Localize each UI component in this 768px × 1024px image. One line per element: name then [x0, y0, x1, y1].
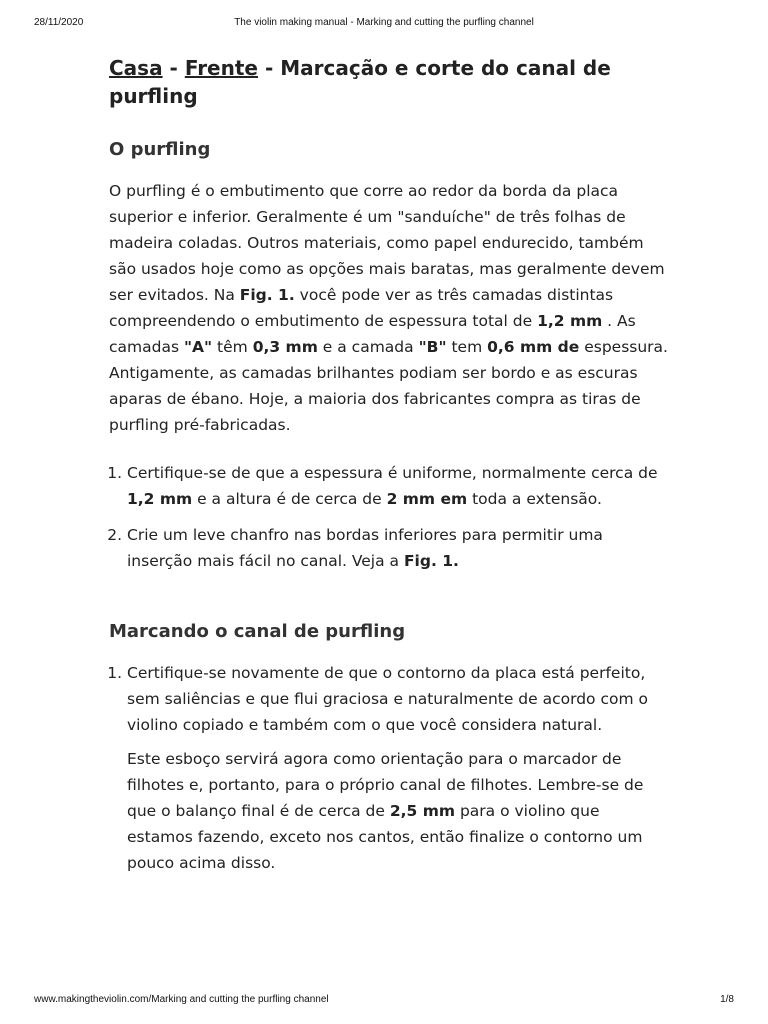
purfling-description: O purfling é o embutimento que corre ao redor da borda da placa superior e inferior. Geralmente é um "sanduíche" de três folhas de madeira coladas. Outros materiais, como papel endurecido, também são usados hoje como as opções mais baratas, mas geralmente devem ser evitados. Na Fig. 1. você pode ver as três camadas distintas compreendendo o embutimento de espessura total de 1,2 mm . As camadas "A" têm 0,3 mm e a camada "B" tem 0,6 mm de espessura. Antigamente, as camadas brilhantes podiam ser bordo e as escuras aparas de ébano. Hoje, a maioria dos fabricantes compra as tiras de purfling pré-fabricadas. — [109, 182, 668, 434]
breadcrumb-link-front[interactable]: Frente — [184, 56, 258, 80]
print-footer — [0, 994, 768, 1008]
print-document-title: The violin making manual - Marking and cutting the purfling channel — [234, 17, 534, 28]
print-header — [0, 17, 768, 31]
list-item: 1. Certifique-se de que a espessura é uniforme, normalmente cerca de 1,2 mm e a altura é de cerca de 2 mm em toda a extensão. — [127, 460, 669, 512]
list-item-text: 1. Certifique-se novamente de que o contorno da placa está perfeito, sem saliências e que flui graciosa e naturalmente de acordo com o violino copiado e também com o que você considera natural. — [127, 664, 648, 734]
page-title — [109, 54, 669, 110]
list-item: 2. Crie um leve chanfro nas bordas inferiores para permitir uma inserção mais fácil no canal. Veja a Fig. 1. — [127, 522, 669, 574]
breadcrumb-link-home[interactable]: Casa — [109, 56, 163, 80]
print-date: 28/11/2020 — [34, 17, 84, 28]
page-number: 1/8 — [720, 994, 734, 1005]
section-heading-purfling: O purfling — [109, 139, 211, 160]
section-heading-marking: Marcando o canal de purfling — [109, 621, 406, 642]
list-item-note: Este esboço servirá agora como orientação para o marcador de filhotes e, portanto, para o próprio canal de filhotes. Lembre-se de que o balanço final é de cerca de 2,5 mm para o violino que estamos fazendo, exceto nos cantos, então finalize o contorno um pouco acima disso. — [127, 750, 644, 872]
marking-steps-list — [109, 660, 669, 876]
breadcrumb-separator: - — [258, 56, 281, 80]
article-content — [109, 54, 669, 876]
list-item — [127, 660, 669, 876]
print-url: www.makingtheviolin.com/Marking and cutting the purfling channel — [34, 994, 329, 1005]
page-title-text: Marcação e corte do canal de purfling — [109, 56, 611, 108]
breadcrumb-separator: - — [162, 56, 185, 80]
purfling-steps-list — [109, 460, 669, 574]
